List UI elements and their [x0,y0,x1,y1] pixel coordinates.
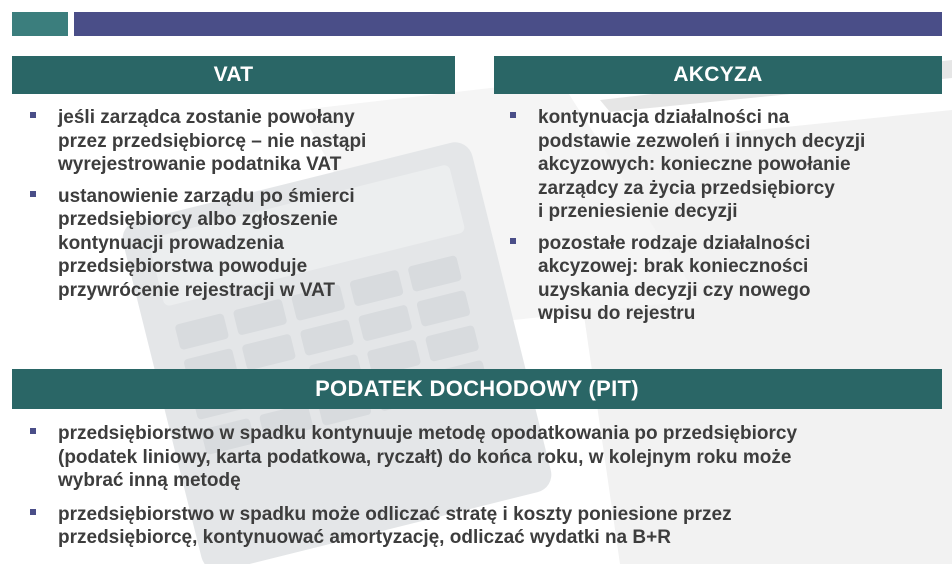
list-item-text: kontynuacja działalności na podstawie zezwoleń i innych decyzji akcyzowych: konieczne powołanie zarządcy za życia przedsiębiorcy i przeniesienie decyzji [538,107,866,222]
list-item-text: przedsiębiorstwo w spadku kontynuuje metodę opodatkowania po przedsiębiorcy (podatek liniowy, karta podatkowa, ryczałt) do końca roku, w kolejnym roku może wybrać inną metodę [58,423,798,491]
list-item [24,422,942,493]
list-item [24,106,444,177]
list-item-text: jeśli zarządca zostanie powołany przez przedsiębiorcę – nie nastąpi wyrejestrowanie podatnika VAT [58,107,367,175]
akcyza-bullet-list [504,106,940,326]
list-item-text: przedsiębiorstwo w spadku może odliczać stratę i koszty poniesione przez przedsiębiorcę, kontynuować amortyzację, odliczać wydatki na B+R [58,503,732,548]
square-bullet-icon [510,238,516,244]
square-bullet-icon [30,428,36,434]
pit-bullet-list [24,422,942,550]
list-item [504,106,940,224]
list-item [504,232,940,326]
square-bullet-icon [510,112,516,118]
square-bullet-icon [30,112,36,118]
square-bullet-icon [30,509,36,515]
list-item-text: ustanowienie zarządu po śmierci przedsiębiorcy albo zgłoszenie kontynuacji prowadzenia przedsiębiorstwa powoduje przywrócenie rejestracji w VAT [58,185,355,301]
list-item [24,185,444,303]
list-item-text: pozostałe rodzaje działalności akcyzowej: brak konieczności uzyskania decyzji czy nowego wpisu do rejestru [538,232,811,324]
top-accent-bar-teal [12,12,68,36]
list-item [24,503,942,550]
square-bullet-icon [30,191,36,197]
top-accent-bar-navy [74,12,942,36]
section-header-pit: PODATEK DOCHODOWY (PIT) [12,369,942,409]
vat-bullet-list [24,106,444,302]
section-header-akcyza: AKCYZA [494,56,942,94]
section-header-vat: VAT [12,56,455,94]
